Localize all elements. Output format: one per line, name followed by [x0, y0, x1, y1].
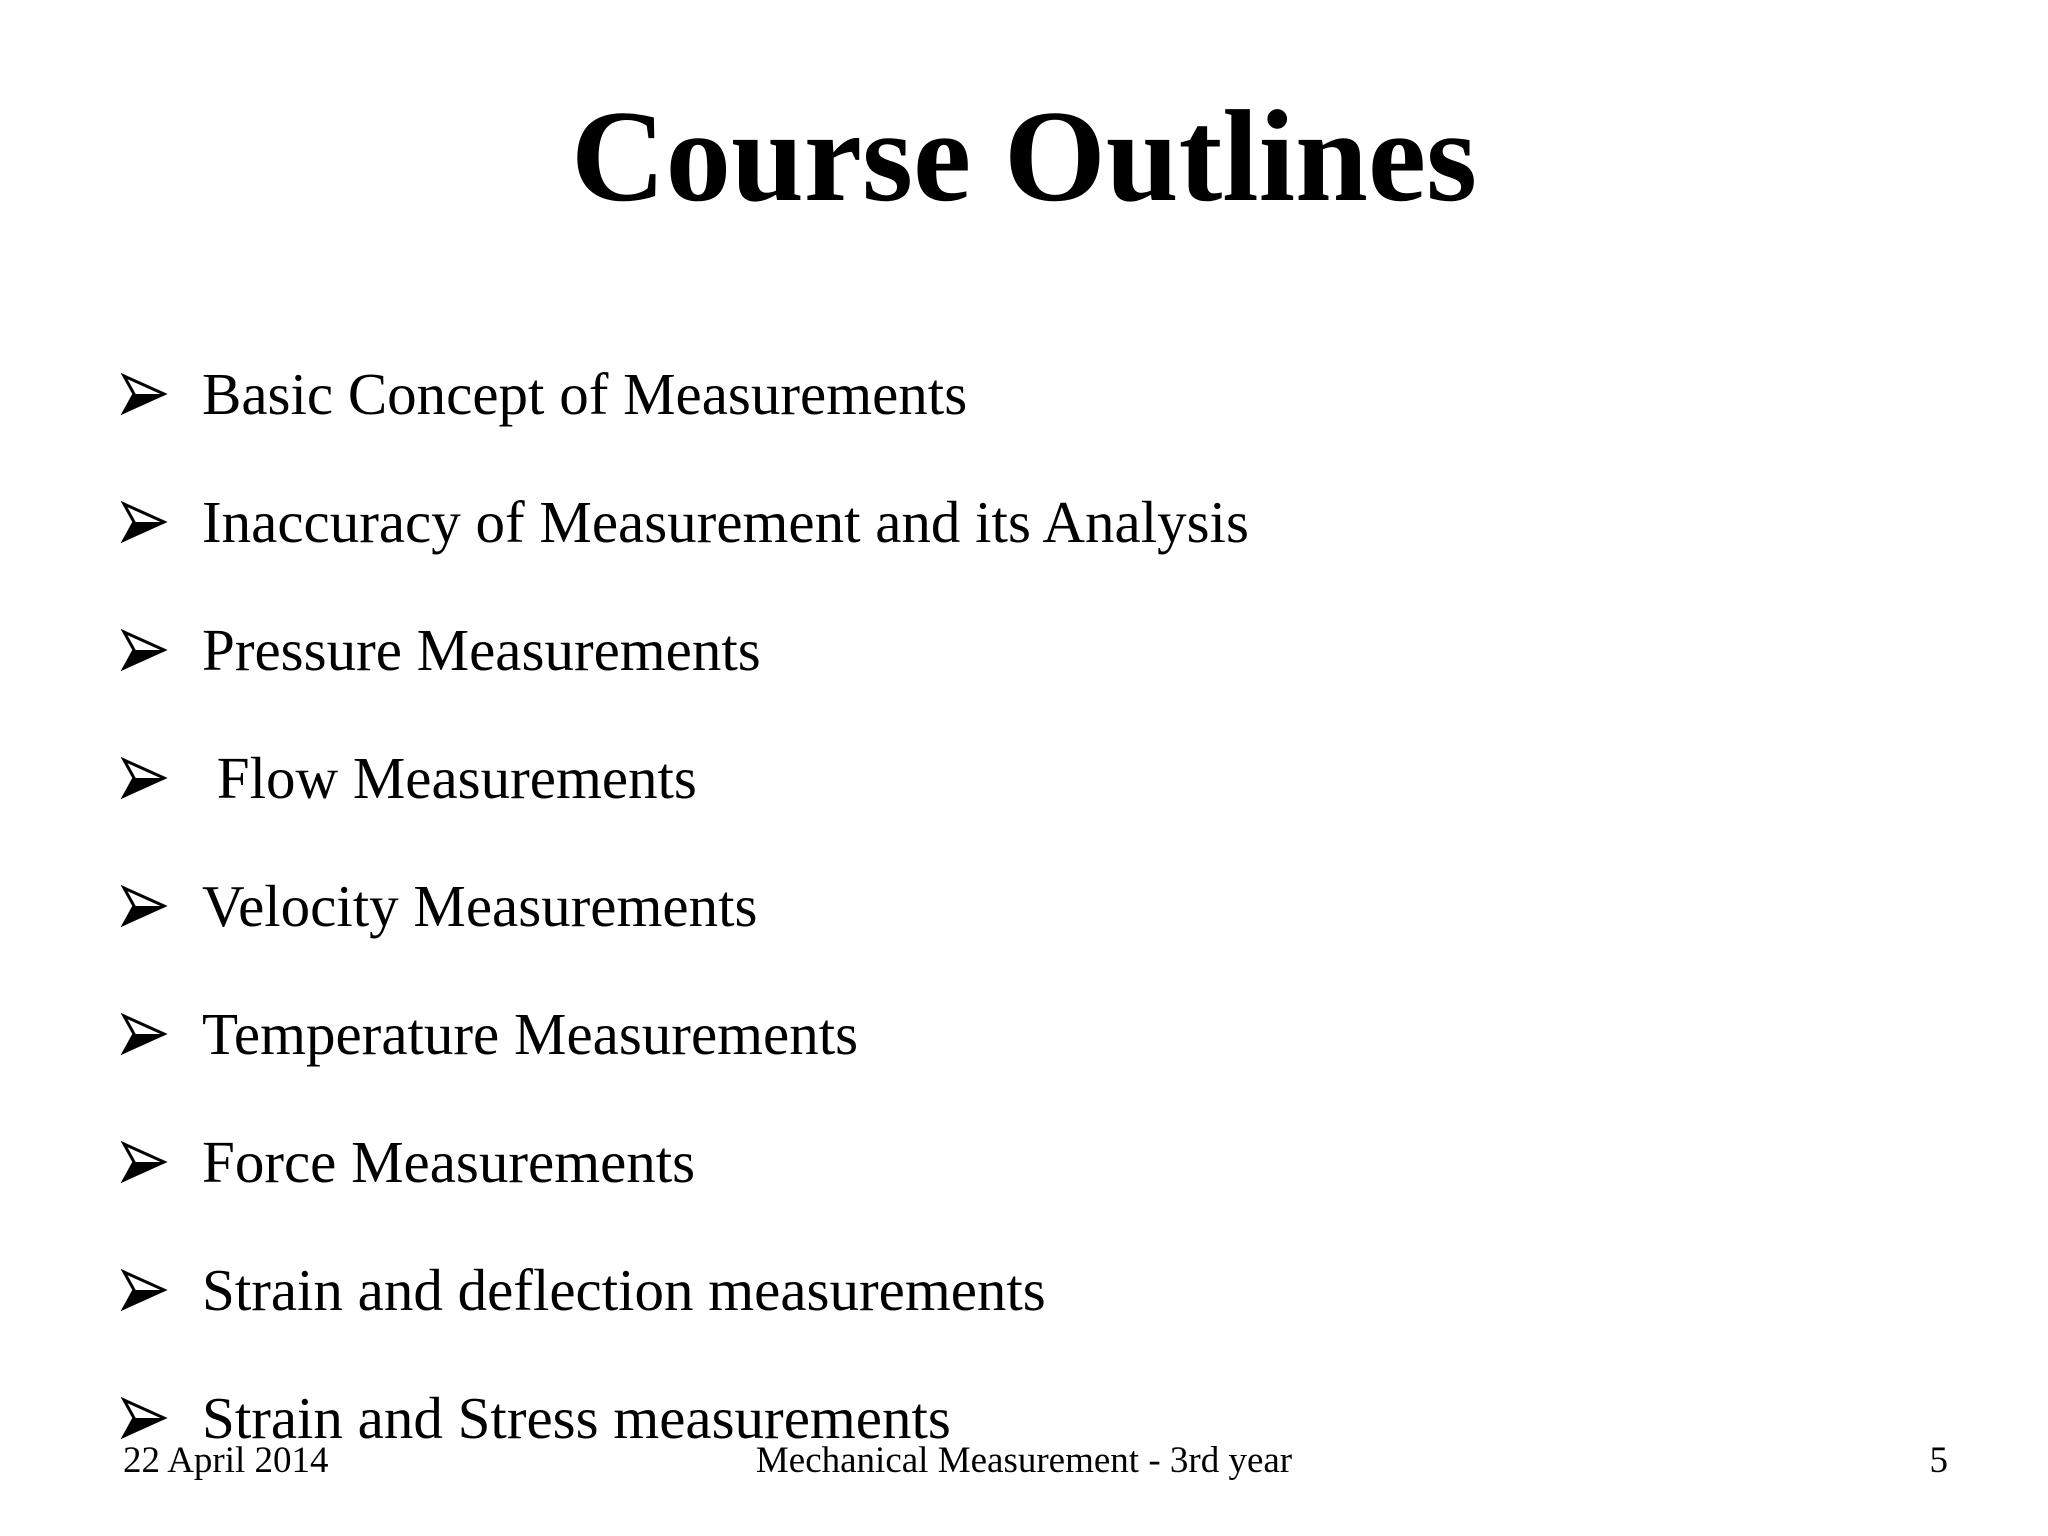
course-outline-list — [120, 330, 1249, 1482]
outline-item-text: Inaccuracy of Measurement and its Analysis — [202, 489, 1249, 555]
slide-footer — [0, 1436, 2048, 1486]
slide-title: Course Outlines — [570, 84, 1478, 229]
outline-item-text: Strain and deflection measurements — [202, 1257, 1046, 1323]
arrowhead-bullet-icon — [120, 626, 168, 674]
outline-item — [120, 970, 1249, 1098]
arrowhead-bullet-icon — [120, 1266, 168, 1314]
outline-item-text: Temperature Measurements — [202, 1001, 859, 1067]
arrowhead-bullet-icon — [120, 754, 168, 802]
outline-item-text: Velocity Measurements — [202, 873, 758, 939]
outline-item-text: Basic Concept of Measurements — [202, 361, 968, 427]
arrowhead-bullet-icon — [120, 1010, 168, 1058]
footer-course-title: Mechanical Measurement - 3rd year — [755, 1440, 1293, 1481]
outline-item-text: Strain and Stress measurements — [202, 1385, 951, 1451]
outline-item — [120, 330, 1249, 458]
arrowhead-bullet-icon — [120, 1138, 168, 1186]
outline-item-text: Pressure Measurements — [202, 617, 761, 683]
arrowhead-bullet-icon — [120, 882, 168, 930]
outline-item — [120, 842, 1249, 970]
outline-item — [120, 586, 1249, 714]
arrowhead-bullet-icon — [120, 1394, 168, 1442]
outline-item — [120, 1098, 1249, 1226]
footer-date: 22 April 2014 — [123, 1440, 329, 1481]
outline-item-text: Flow Measurements — [202, 745, 697, 811]
outline-item — [120, 714, 1249, 842]
outline-item-text: Force Measurements — [202, 1129, 696, 1195]
arrowhead-bullet-icon — [120, 498, 168, 546]
arrowhead-bullet-icon — [120, 370, 168, 418]
outline-item — [120, 458, 1249, 586]
outline-item — [120, 1226, 1249, 1354]
footer-page-number: 5 — [1929, 1440, 1948, 1481]
